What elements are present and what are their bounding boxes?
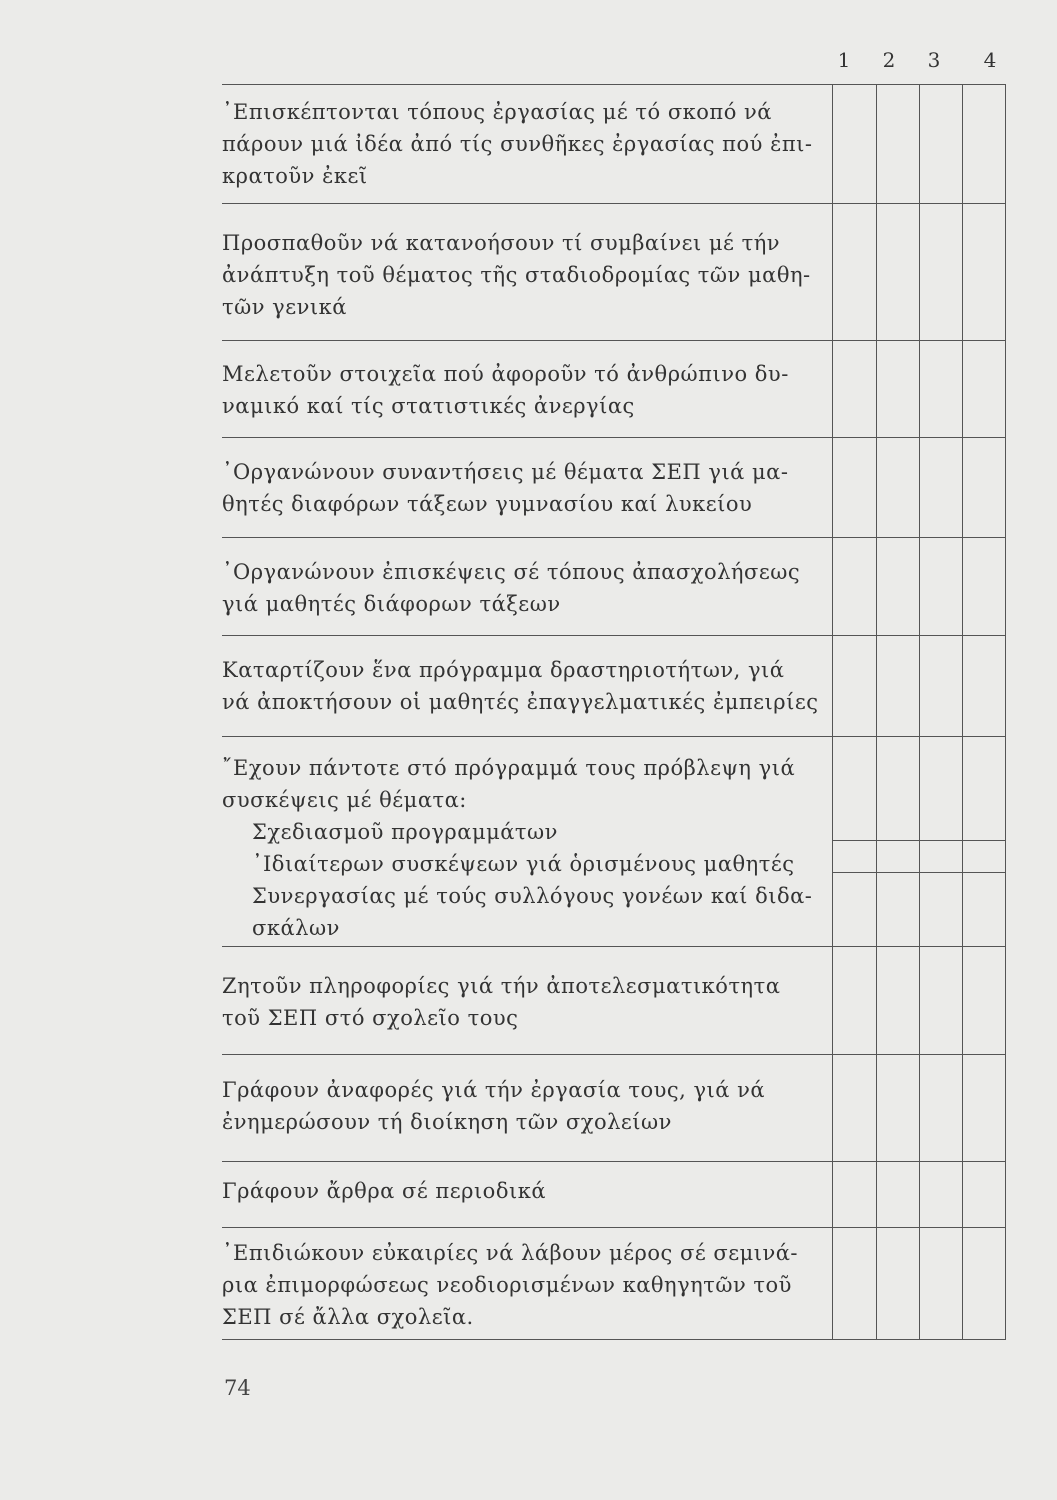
- text-line: θητές διαφόρων τάξεων γυμνασίου καί λυκείου: [222, 492, 753, 516]
- column-header-1: 1: [837, 48, 851, 72]
- text-line: ᾿Επισκέπτονται τόπους ἐργασίας μέ τό σκοπό νά: [222, 100, 772, 124]
- table-row: [222, 637, 1006, 737]
- text-line: ᾿Επιδιώκουν εὐκαιρίες νά λάβουν μέρος σέ σεμινά-: [222, 1241, 799, 1265]
- table-row: [222, 1056, 1006, 1162]
- column-header-2: 2: [882, 48, 896, 72]
- text-line: ΣΕΠ σέ ἄλλα σχολεῖα.: [222, 1305, 474, 1329]
- text-line: πάρουν μιά ἰδέα ἀπό τίς συνθῆκες ἐργασίας πού ἐπι-: [222, 132, 813, 156]
- column-headers: [832, 48, 1007, 74]
- table-row: [222, 539, 1006, 636]
- column-header-3: 3: [927, 48, 941, 72]
- row-text: [222, 227, 827, 323]
- row-text: [222, 1175, 827, 1207]
- text-line: Μελετοῦν στοιχεῖα πού ἀφοροῦν τό ἀνθρώπινο δυ-: [222, 362, 789, 386]
- table-row: [222, 1229, 1006, 1340]
- text-line: Ζητοῦν πληροφορίες γιά τήν ἀποτελεσματικότητα: [222, 974, 781, 998]
- text-line: Καταρτίζουν ἕνα πρόγραμμα δραστηριοτήτων, γιά: [222, 658, 785, 682]
- text-line: συσκέψεις μέ θέματα:: [222, 788, 467, 812]
- text-line: γιά μαθητές διάφορων τάξεων: [222, 592, 561, 616]
- page-number: 74: [224, 1376, 251, 1400]
- row-text: [222, 1237, 827, 1333]
- table-row: [222, 342, 1006, 438]
- sub-row-divider: [832, 872, 1006, 873]
- table-row: [222, 1163, 1006, 1228]
- table-top-rule: [222, 84, 1006, 85]
- row-text: [222, 654, 827, 718]
- text-line: Γράφουν ἄρθρα σέ περιοδικά: [222, 1179, 547, 1203]
- text-line: κρατοῦν ἐκεῖ: [222, 164, 368, 188]
- table-row: [222, 205, 1006, 341]
- sub-item: σκάλων: [252, 916, 340, 940]
- text-line: τῶν γενικά: [222, 295, 347, 319]
- table-row: [222, 948, 1006, 1055]
- sub-item: Συνεργασίας μέ τούς συλλόγους γονέων καί διδα-: [252, 884, 813, 908]
- table-row: [222, 738, 1006, 947]
- row-text: [222, 1074, 827, 1138]
- sub-item: Σχεδιασμοῦ προγραμμάτων: [252, 820, 558, 844]
- row-text: [222, 358, 827, 422]
- text-line: ᾿Οργανώνουν συναντήσεις μέ θέματα ΣΕΠ γιά μα-: [222, 460, 789, 484]
- text-line: τοῦ ΣΕΠ στό σχολεῖο τους: [222, 1006, 519, 1030]
- column-header-4: 4: [983, 48, 997, 72]
- row-text: [222, 556, 827, 620]
- sub-item: ᾿Ιδιαίτερων συσκέψεων γιά ὁρισμένους μαθητές: [252, 852, 795, 876]
- text-line: ἐνημερώσουν τή διοίκηση τῶν σχολείων: [222, 1110, 672, 1134]
- text-line: ῎Εχουν πάντοτε στό πρόγραμμά τους πρόβλεψη γιά: [222, 756, 796, 780]
- text-line: νά ἀποκτήσουν οἱ μαθητές ἐπαγγελματικές ἐμπειρίες: [222, 690, 819, 714]
- text-line: Γράφουν ἀναφορές γιά τήν ἐργασία τους, γιά νά: [222, 1078, 766, 1102]
- sub-row-divider: [832, 840, 1006, 841]
- table-row: [222, 86, 1006, 204]
- row-text: [222, 970, 827, 1034]
- text-line: ᾿Οργανώνουν ἐπισκέψεις σέ τόπους ἀπασχολήσεως: [222, 560, 801, 584]
- row-text: [222, 96, 827, 192]
- text-line: ναμικό καί τίς στατιστικές ἀνεργίας: [222, 394, 635, 418]
- row-text: [222, 456, 827, 520]
- text-line: ἀνάπτυξη τοῦ θέματος τῆς σταδιοδρομίας τῶν μαθη-: [222, 263, 811, 287]
- text-line: ρια ἐπιμορφώσεως νεοδιορισμένων καθηγητῶν τοῦ: [222, 1273, 792, 1297]
- text-line: Προσπαθοῦν νά κατανοήσουν τί συμβαίνει μέ τήν: [222, 231, 781, 255]
- table-row: [222, 439, 1006, 538]
- row-text: [222, 752, 827, 944]
